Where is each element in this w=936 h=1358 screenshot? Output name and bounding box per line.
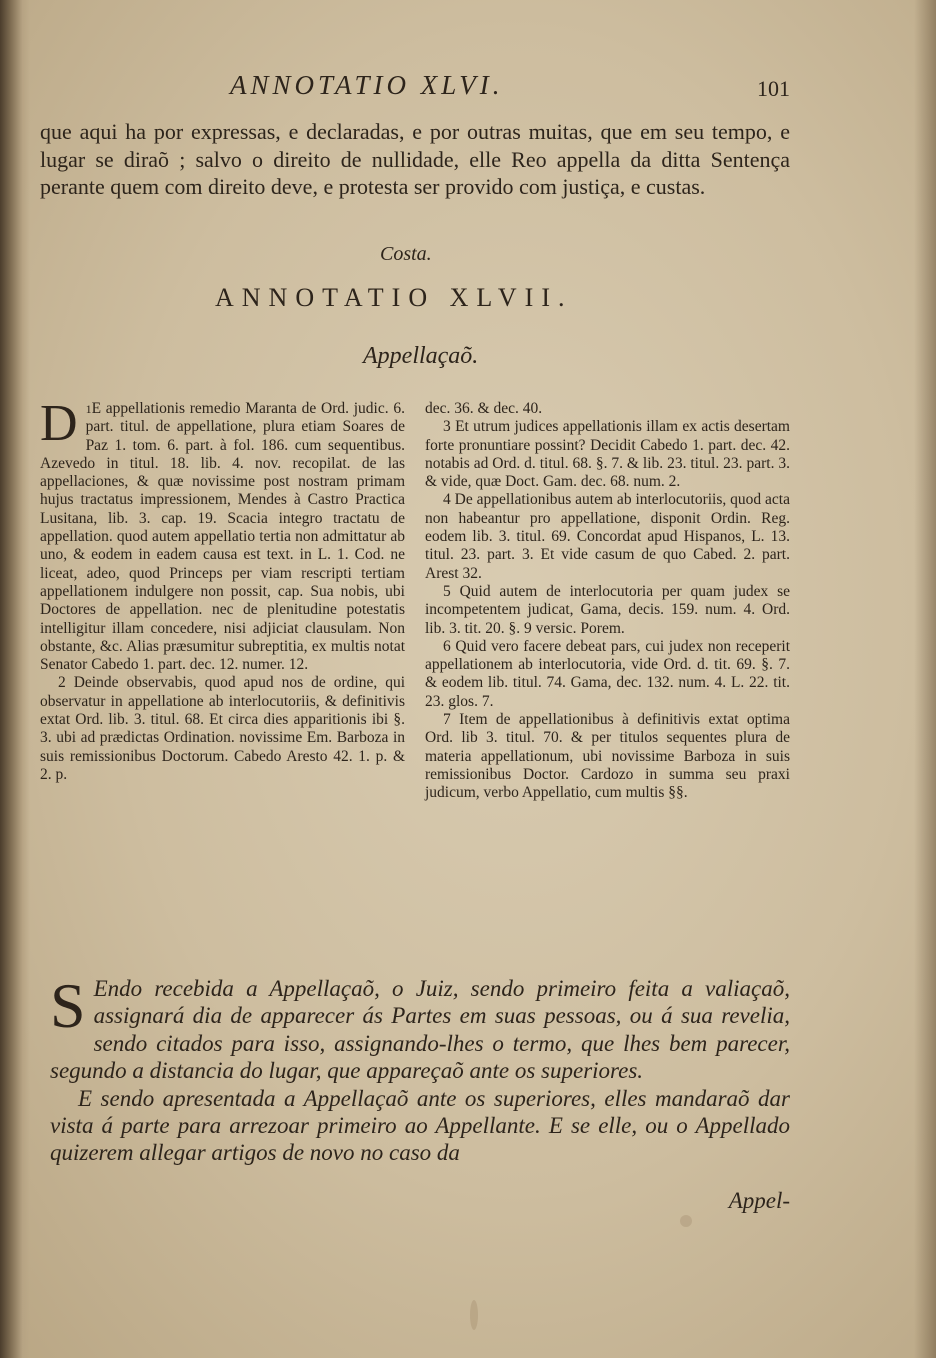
ordinance-paragraph-1 (50, 970, 790, 1085)
ordinance-text (50, 970, 790, 1167)
commentary-paragraph-5: 5 Quid autem de interlocutoria per quam judex se incompetentem judicat, Gama, decis. 159. num. 4. Ord. lib. 3. tit. 20. §. 9 versic. Porem. (425, 582, 790, 637)
page-number: 101 (757, 76, 790, 101)
running-header (40, 70, 790, 110)
commentary-paragraph-6: 6 Quid vero facere debeat pars, cui judex non receperit appellationem ab interlocutoria, vide Ord. d. tit. 69. §. 7. & eodem lib. titul. 74. Gama, dec. 132. num. 4. L. 22. tit. 23. glos. 7. (425, 637, 790, 710)
annotation-subject: Appellaçaõ. (363, 343, 479, 369)
page-edge-shadow (914, 0, 936, 1358)
catchword: Appel- (728, 1188, 790, 1213)
commentary-paragraph-4: 4 De appellationibus autem ab interlocutoriis, quod acta non habeantur pro appellatione, disponit Ordin. Reg. eodem lib. 3. titul. 69. Concordat apud Hispanos, L. 13. titul. 23. part. 3. Et vide casum de quo Cabed. 2. part. Arest 32. (425, 491, 790, 582)
commentary-continuation: dec. 36. & dec. 40. (425, 400, 543, 417)
commentary-paragraph-2: 2 Deinde observabis, quod apud nos de ordine, qui observatur in appellatione ab interlocutoriis, & definitivis extat Ord. lib. 3. titul. 68. Et circa dies apparitionis ibi §. 3. ubi ad prædictas Ordination. novissime Em. Barboza in suis remissionibus Doctorum. Cabedo Aresto 42. 1. p. & 2. p. (40, 674, 405, 783)
running-title: ANNOTATIO XLVI. (230, 70, 504, 100)
commentary-left-column (40, 395, 405, 784)
initial-letter: S (50, 970, 86, 1041)
book-binding-shadow (0, 0, 30, 1358)
ink-mark (470, 1300, 478, 1330)
top-paragraph: que aqui ha por expressas, e declaradas, e por outras muitas, que em seu tempo, e lugar se diraõ ; salvo o direito de nullidade, elle Reo appella da ditta Sentença perante quem com direito deve, e protesta ser provido com justiça, e custas. (40, 119, 790, 199)
commentary-paragraph-7: 7 Item de appellationibus à definitivis extat optima Ord. lib 3. titul. 70. & per titulos sequentes plura de materia appellationum, ubi novissime Barboza in suis remissionibus Doctor. Cardozo in summa seu praxi judicum, verbo Appellatio, cum multis §§. (425, 711, 790, 802)
dropcap-number: 1 (85, 402, 92, 416)
commentary-right-column (425, 400, 790, 803)
dropcap-letter: D (40, 395, 78, 452)
signature: Costa. (380, 243, 432, 265)
commentary-text: E appellationis remedio Maranta de Ord. judic. 6. part. titul. de appellatione, plura etiam Soares de Paz 1. tom. 6. part. à fol. 186. cum sequentibus. Azevedo in titul. 18. lib. 4. nov. recopilat. de las appellaciones, & quæ novissime post nostram primam hujus tractatus impressionem, Mendes à Castro Practica Lusitana, lib. 3. cap. 19. Scacia integro tractatu de appellation. quod autem appellatio tertia non admittatur ab uno, & eodem in eadem causa est text. in L. 1. Cod. ne liceat, adeo, quod Princeps per viam rescripti tertiam appellationem indulgere non possit, cap. Sua nobis, ubi Doctores de appellation. nec de plenitudine potestatis intelligitur illam concedere, nisi adjiciat clausulam. Non obstante, &c. Alias præsumitur subreptitia, ex multis notat Senator Cabedo 1. part. dec. 12. numer. 12. (40, 400, 405, 674)
ordinance-paragraph-1-text: Endo recebida a Appellaçaõ, o Juiz, sendo primeiro feita a valiaçaõ, assignará dia de apparecer ás Partes em suas pessoas, ou á sua revelia, sendo citados para isso, assignando-lhes o termo, que lhes bem parecer, segundo a distancia do lugar, que appareçaõ ante os superiores. (50, 976, 790, 1084)
ink-spot (680, 1215, 692, 1227)
ordinance-paragraph-2: E sendo apresentada a Appellaçaõ ante os superiores, elles mandaraõ dar vista á parte para arrezoar primeiro ao Appellante. E se elle, ou o Appellado quizerem allegar artigos de novo no caso da (50, 1085, 790, 1166)
annotation-title: ANNOTATIO XLVII. (215, 283, 573, 312)
commentary-paragraph-1 (40, 395, 405, 674)
commentary-paragraph-3: 3 Et utrum judices appellationis illam ex actis desertam forte pronuntiare possint? Decidit Cabedo 1. part. dec. 42. notabis ad Ord. d. titul. 68. §. 7. & lib. 23. titul. 23. part. 3. & vide, quæ Doct. Gam. dec. 68. num. 2. (425, 418, 790, 491)
